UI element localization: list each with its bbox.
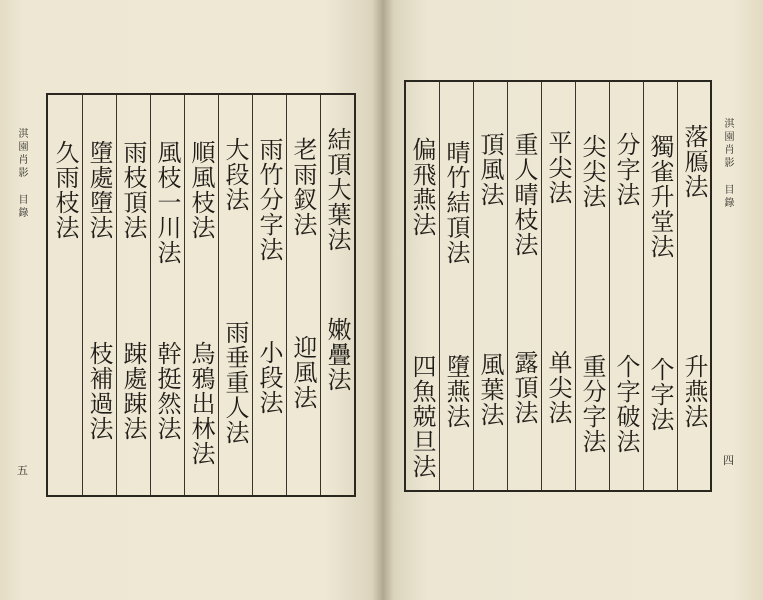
left-column-2 [286,95,320,495]
column-top-text: 墮處墮法 [85,140,113,240]
left-column-1 [320,95,354,495]
right-column-6 [507,82,541,490]
column-bottom-text: 枝補過法 [85,341,113,441]
right-page-frame [404,80,712,492]
column-bottom-text: 嫩疊法 [323,317,351,392]
column-top-text: 落鴈法 [680,124,708,199]
column-top-text: 晴竹結頂法 [442,140,470,265]
column-top-text: 偏飛燕法 [408,137,436,237]
right-column-3 [609,82,643,490]
column-bottom-text: 幹挺然法 [153,341,181,441]
right-column-5 [541,82,575,490]
left-margin-title: 淇園肖影 目錄 [16,128,27,220]
column-bottom-text: 升燕法 [680,354,708,429]
right-margin-title: 淇園肖影 目錄 [722,118,733,210]
left-column-3 [252,95,286,495]
right-page-number: 四 [723,454,734,467]
left-column-6 [150,95,184,495]
right-column-1 [677,82,712,490]
column-bottom-text: 墮燕法 [442,354,470,429]
column-bottom-text: 小段法 [255,340,283,415]
column-top-text: 獨雀升堂法 [646,134,674,259]
column-top-text: 順風枝法 [187,140,215,240]
column-bottom-text: 个字破法 [612,354,640,454]
column-top-text: 老雨釵法 [289,137,317,237]
column-top-text: 重人晴枝法 [510,132,538,257]
column-top-text: 雨竹分字法 [255,137,283,262]
column-top-text: 頂風法 [476,132,504,207]
column-top-text: 平尖法 [544,130,572,205]
right-column-2 [643,82,677,490]
column-bottom-text: 迎風法 [289,335,317,410]
left-column-8 [82,95,116,495]
column-bottom-text: 单尖法 [544,350,572,425]
book-gutter [372,0,394,600]
column-top-text: 結頂大葉法 [323,127,351,252]
right-column-7 [473,82,507,490]
right-column-8 [439,82,473,490]
left-page-frame [46,93,356,497]
column-bottom-text: 風葉法 [476,352,504,427]
left-column-4 [218,95,252,495]
column-bottom-text: 重分字法 [578,354,606,454]
column-top-text: 雨枝頂法 [119,140,147,240]
column-top-text: 分字法 [612,132,640,207]
left-column-5 [184,95,218,495]
column-top-text: 久雨枝法 [51,140,79,240]
column-top-text: 大段法 [221,137,249,212]
column-bottom-text: 四魚兢旦法 [408,354,436,479]
column-bottom-text: 烏鴉出林法 [187,341,215,466]
right-column-9 [406,82,439,490]
column-top-text: 風枝一川法 [153,140,181,265]
column-bottom-text: 踈處踈法 [119,341,147,441]
left-column-9 [48,95,82,495]
column-bottom-text: 露頂法 [510,350,538,425]
column-bottom-text: 雨垂重人法 [221,320,249,445]
column-bottom-text: 个字法 [646,357,674,432]
left-column-7 [116,95,150,495]
left-page-number: 五 [17,464,28,477]
column-top-text: 尖尖法 [578,134,606,209]
right-column-4 [575,82,609,490]
